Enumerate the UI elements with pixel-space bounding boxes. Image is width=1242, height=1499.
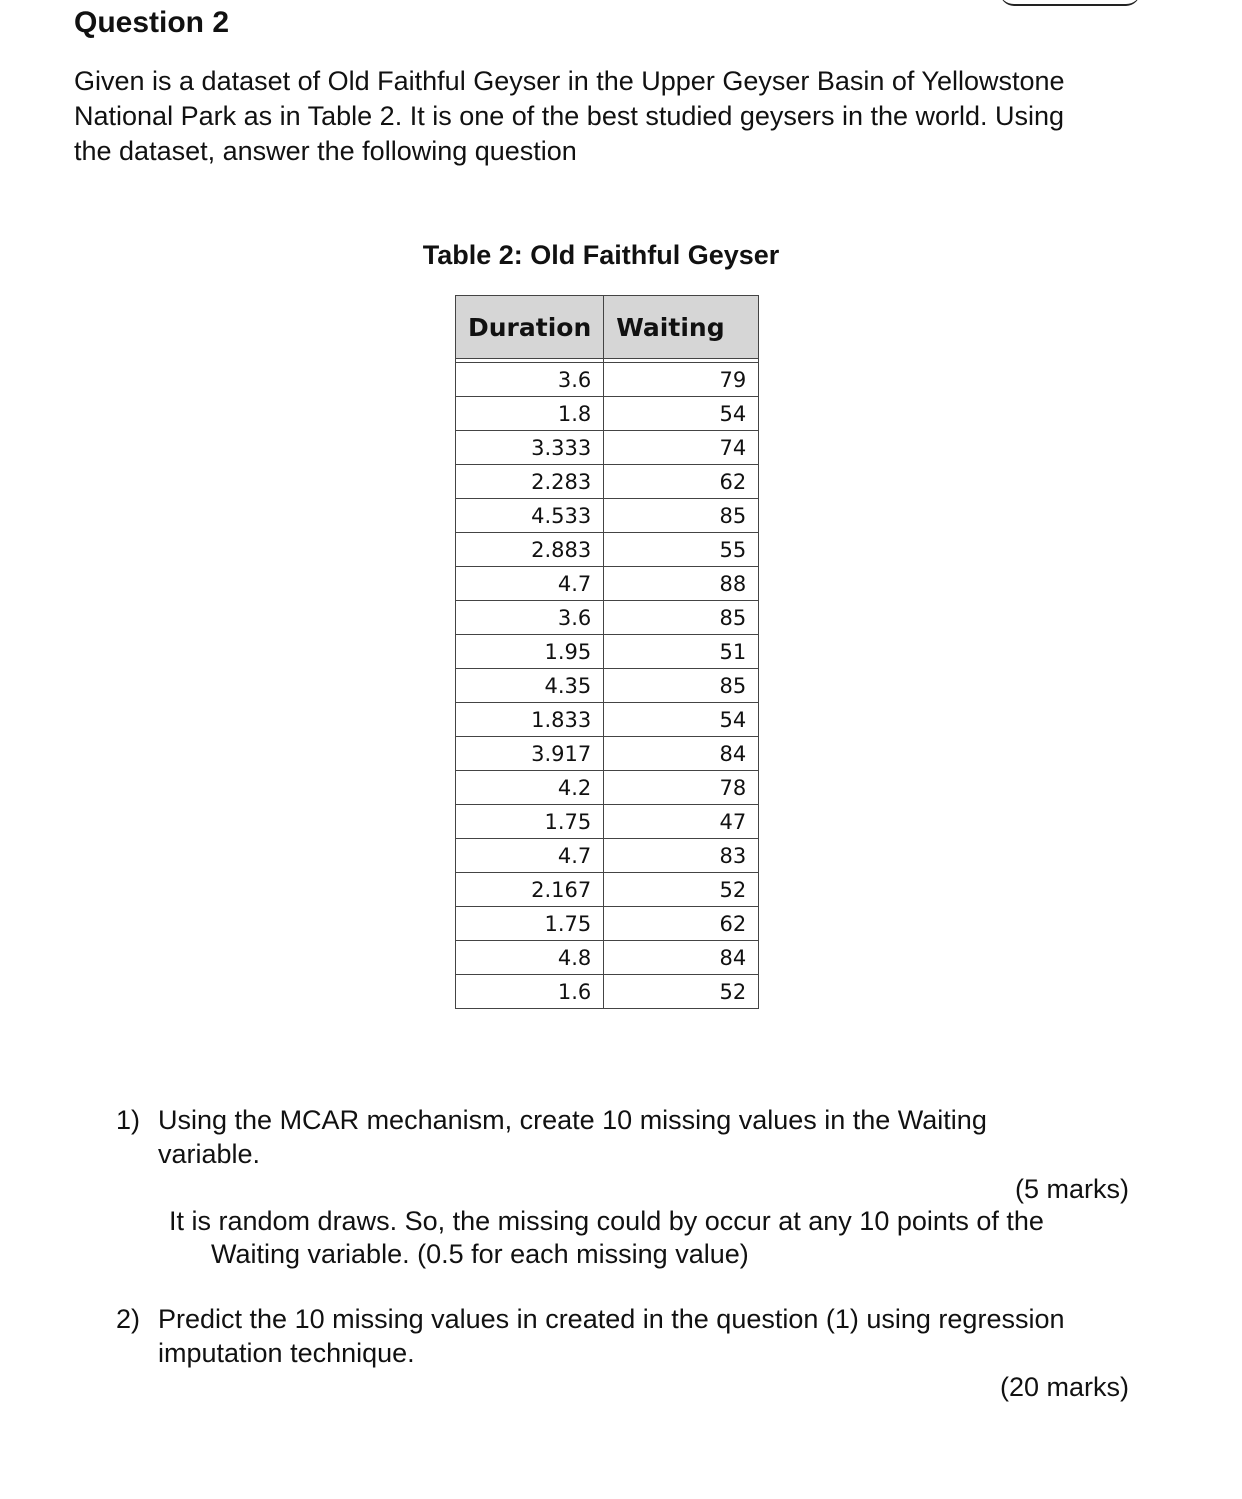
table-row — [456, 975, 759, 1009]
question-2-marks: (20 marks) — [999, 1372, 1129, 1402]
waiting-cell: 52 — [604, 873, 759, 907]
waiting-cell: 84 — [604, 941, 759, 975]
duration-cell: 3.6 — [456, 601, 604, 635]
question-1-number: 1) — [116, 1105, 141, 1135]
waiting-cell: 54 — [604, 397, 759, 431]
duration-cell: 3.917 — [456, 737, 604, 771]
answer-line: Waiting variable. (0.5 for each missing value) — [211, 1239, 749, 1269]
table-row — [456, 363, 759, 397]
waiting-cell: 62 — [604, 465, 759, 499]
table-row — [456, 499, 759, 533]
duration-cell: 1.8 — [456, 397, 604, 431]
duration-cell: 3.6 — [456, 363, 604, 397]
question-2 — [116, 1302, 1146, 1372]
table-row — [456, 397, 759, 431]
duration-cell: 4.8 — [456, 941, 604, 975]
duration-cell: 1.75 — [456, 907, 604, 941]
geyser-table — [455, 295, 759, 1009]
waiting-cell: 78 — [604, 771, 759, 805]
question-1-answer — [169, 1205, 1169, 1271]
waiting-cell: 85 — [604, 601, 759, 635]
table-row — [456, 941, 759, 975]
waiting-cell: 51 — [604, 635, 759, 669]
duration-cell: 4.533 — [456, 499, 604, 533]
question-line: Using the MCAR mechanism, create 10 missing values in the Waiting — [158, 1105, 987, 1135]
duration-cell: 4.7 — [456, 567, 604, 601]
waiting-cell: 74 — [604, 431, 759, 465]
header-waiting: Waiting — [604, 296, 759, 359]
intro-line: Given is a dataset of Old Faithful Geyser in the Upper Geyser Basin of Yellowstone — [74, 66, 1065, 96]
duration-cell: 1.833 — [456, 703, 604, 737]
waiting-cell: 83 — [604, 839, 759, 873]
question-line: variable. — [158, 1139, 261, 1169]
duration-cell: 1.6 — [456, 975, 604, 1009]
intro-paragraph — [74, 64, 1144, 169]
duration-cell: 4.2 — [456, 771, 604, 805]
table-row — [456, 839, 759, 873]
duration-cell: 2.283 — [456, 465, 604, 499]
question-line: imputation technique. — [158, 1338, 415, 1368]
table-row — [456, 771, 759, 805]
table-row — [456, 873, 759, 907]
duration-cell: 2.167 — [456, 873, 604, 907]
table-row — [456, 737, 759, 771]
intro-line: the dataset, answer the following question — [74, 136, 577, 166]
waiting-cell: 54 — [604, 703, 759, 737]
table-row — [456, 907, 759, 941]
table-body — [456, 359, 759, 1009]
table-row — [456, 805, 759, 839]
table-row — [456, 465, 759, 499]
question-1-marks: (5 marks) — [1015, 1174, 1129, 1204]
table-row — [456, 669, 759, 703]
question-line: Predict the 10 missing values in created in the question (1) using regression — [158, 1304, 1065, 1334]
waiting-cell: 52 — [604, 975, 759, 1009]
waiting-cell: 79 — [604, 363, 759, 397]
table-row — [456, 703, 759, 737]
question-1 — [116, 1103, 1116, 1173]
waiting-cell: 47 — [604, 805, 759, 839]
cropped-marks-bracket — [1000, 0, 1140, 6]
duration-cell: 3.333 — [456, 431, 604, 465]
question-2-number: 2) — [116, 1304, 141, 1334]
waiting-cell: 85 — [604, 499, 759, 533]
waiting-cell: 88 — [604, 567, 759, 601]
duration-cell: 1.95 — [456, 635, 604, 669]
intro-line: National Park as in Table 2. It is one of the best studied geysers in the world. Using — [74, 101, 1065, 131]
waiting-cell: 62 — [604, 907, 759, 941]
table-row — [456, 635, 759, 669]
table-row — [456, 431, 759, 465]
table-row — [456, 567, 759, 601]
question-1-text — [158, 1103, 987, 1171]
waiting-cell: 85 — [604, 669, 759, 703]
duration-cell: 4.35 — [456, 669, 604, 703]
table-caption: Table 2: Old Faithful Geyser — [422, 240, 780, 270]
question-2-text — [158, 1302, 1065, 1370]
table-row — [456, 601, 759, 635]
duration-cell: 4.7 — [456, 839, 604, 873]
table-row — [456, 533, 759, 567]
duration-cell: 2.883 — [456, 533, 604, 567]
waiting-cell: 84 — [604, 737, 759, 771]
header-duration: Duration — [456, 296, 604, 359]
answer-line: It is random draws. So, the missing could by occur at any 10 points of the — [169, 1206, 1044, 1236]
waiting-cell: 55 — [604, 533, 759, 567]
table-header-row — [456, 296, 759, 359]
duration-cell: 1.75 — [456, 805, 604, 839]
question-title: Question 2 — [74, 6, 230, 39]
